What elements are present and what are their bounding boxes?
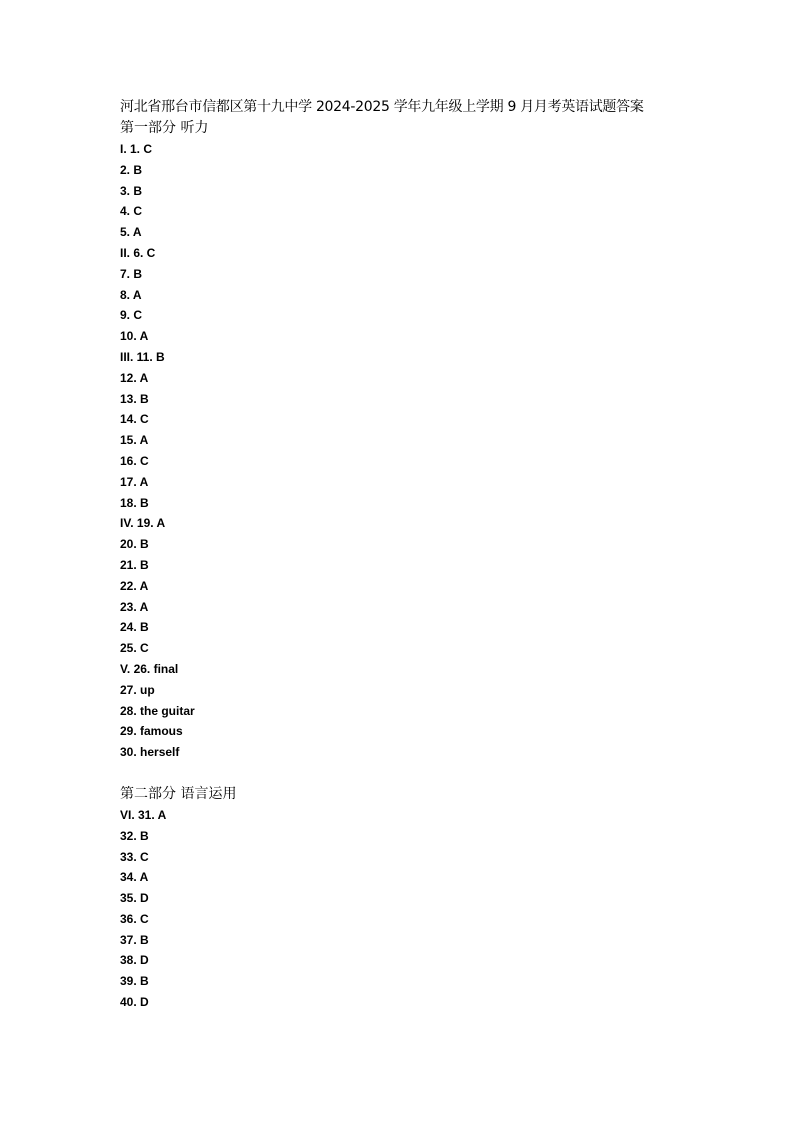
answer-item: 36. C: [120, 911, 149, 926]
answer-item: 22. A: [120, 578, 149, 593]
answer-item: VI. 31. A: [120, 807, 167, 822]
answer-item: V. 26. final: [120, 661, 179, 676]
answer-item: 20. B: [120, 537, 149, 552]
answer-item: 32. B: [120, 828, 149, 843]
answer-item: 30. herself: [120, 745, 180, 760]
section-spacer: [120, 763, 740, 784]
part1-heading: 第一部分 听力: [120, 120, 209, 136]
answer-item: 13. B: [120, 391, 149, 406]
answer-item: 16. C: [120, 453, 149, 468]
answer-item: 10. A: [120, 329, 149, 344]
answer-item: 29. famous: [120, 724, 183, 739]
answer-item: 34. A: [120, 870, 149, 885]
answer-item: 9. C: [120, 308, 143, 323]
answer-item: 8. A: [120, 287, 142, 302]
answer-item: 38. D: [120, 953, 149, 968]
answer-item: 37. B: [120, 932, 149, 947]
answer-item: 3. B: [120, 183, 143, 198]
answer-item: 40. D: [120, 995, 149, 1010]
answer-item: 14. C: [120, 412, 149, 427]
answer-item: 27. up: [120, 682, 155, 697]
part2-heading: 第二部分 语言运用: [120, 785, 237, 802]
answer-item: 4. C: [120, 204, 143, 219]
answer-item: 24. B: [120, 620, 149, 635]
answer-item: 15. A: [120, 433, 149, 448]
answer-item: 21. B: [120, 557, 149, 572]
part2-answer-list: [120, 805, 740, 1013]
answer-item: 35. D: [120, 891, 149, 906]
answer-item: 7. B: [120, 266, 143, 281]
answer-document: [120, 97, 740, 1013]
answer-item: I. 1. C: [120, 142, 153, 156]
document-title: 河北省邢台市信都区第十九中学 2024-2025 学年九年级上学期 9 月月考英语试题答案: [120, 99, 644, 115]
answer-item: 39. B: [120, 974, 149, 989]
answer-item: 25. C: [120, 641, 149, 656]
answer-item: 23. A: [120, 599, 149, 614]
answer-item: 18. B: [120, 495, 149, 510]
answer-item: III. 11. B: [120, 349, 165, 364]
answer-item: II. 6. C: [120, 245, 156, 260]
answer-item: 28. the guitar: [120, 703, 195, 718]
answer-item: 12. A: [120, 370, 149, 385]
part1-answer-list: [120, 139, 740, 763]
answer-item: 2. B: [120, 162, 143, 177]
answer-item: 17. A: [120, 474, 149, 489]
answer-item: 5. A: [120, 225, 142, 240]
answer-item: 33. C: [120, 849, 149, 864]
answer-item: IV. 19. A: [120, 516, 166, 531]
